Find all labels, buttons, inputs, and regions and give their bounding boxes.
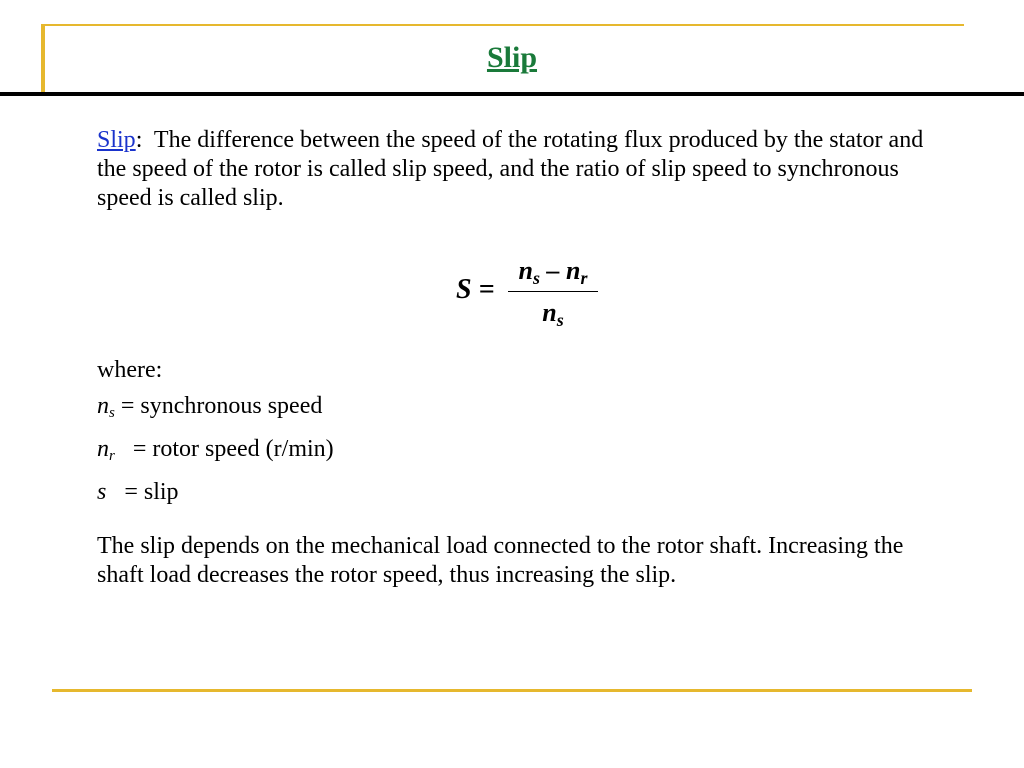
den-sub: s [556, 310, 564, 330]
slip-formula [456, 256, 606, 336]
def-sub: r [109, 448, 115, 464]
title-divider [0, 92, 1024, 96]
formula-lhs: S = [456, 274, 495, 305]
def-sub: s [109, 405, 115, 421]
definition-item [97, 474, 797, 517]
bottom-divider [52, 689, 972, 692]
formula-denominator [508, 298, 598, 335]
intro-text: The difference between the speed of the rotating flux produced by the stator and the speed of the rotor is called slip speed, and the ratio of slip speed to synchronous speed is called slip. [97, 127, 930, 211]
frame-top-line [41, 24, 964, 26]
intro-colon: : [135, 127, 143, 153]
fraction-bar [508, 291, 598, 292]
num-minus: – [540, 256, 566, 285]
def-var: n [97, 393, 109, 419]
num-n2: n [566, 256, 581, 285]
definition-item [97, 388, 797, 431]
def-var: n [97, 436, 109, 462]
slide-title: Slip [486, 41, 538, 74]
conclusion-paragraph: The slip depends on the mechanical load connected to the rotor shaft. Increasing the shaft load decreases the rotor speed, thus increasing the slip. [97, 533, 904, 588]
where-heading: where: [97, 357, 163, 383]
def-text: = synchronous speed [114, 393, 323, 419]
num-sub2: r [580, 268, 588, 288]
den-n: n [542, 298, 557, 327]
num-n1: n [518, 256, 533, 285]
def-var: s [97, 479, 107, 505]
num-sub1: s [532, 268, 540, 288]
def-text: = slip [106, 479, 179, 505]
definitions-block [97, 352, 797, 517]
slip-link[interactable]: Slip [97, 127, 136, 153]
formula-numerator [508, 256, 598, 293]
intro-paragraph [97, 126, 937, 213]
def-text: = rotor speed (r/min) [114, 436, 334, 462]
definition-item [97, 431, 797, 474]
